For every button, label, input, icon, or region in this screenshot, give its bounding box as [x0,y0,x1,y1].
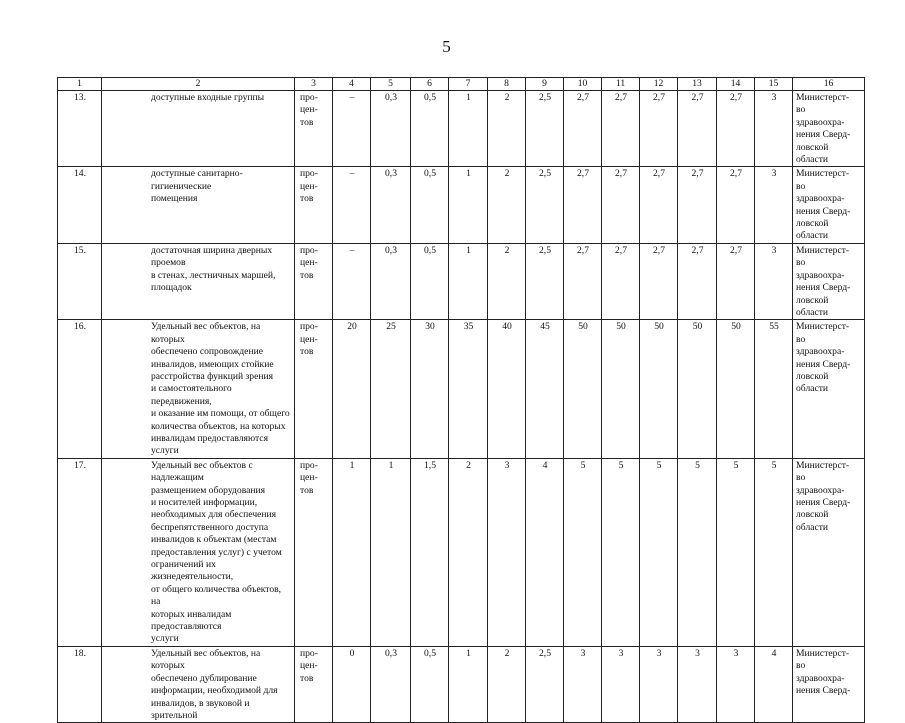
header-cell: 2 [102,78,295,91]
responsible-cell: Министерст- во здравоохра- нения Сверд- ловской области [793,320,865,458]
value-cell: 5 [678,458,717,646]
header-cell: 5 [371,78,411,91]
indicators-table [57,77,865,723]
indicator-name-cell: Удельный вес объектов, на которых обеспечено дублирование информации, необходимой для инвалидов, в звуковой и зрительной [102,646,295,722]
indicator-name-cell: Удельный вес объектов с надлежащим размещением оборудования и носителей информации, необходимых для обеспечения беспрепятственного доступа инвалидов к объектам (местам предоставления услуг) с учетом ограничений их жизнедеятельности, от общего количества объектов, на которых инвалидам предоставляются услуги [102,458,295,646]
value-cell: 5 [564,458,602,646]
value-cell: 50 [678,320,717,458]
value-cell: 2,7 [564,167,602,243]
row-number-cell: 16. [58,320,102,458]
value-cell: 2,7 [640,91,678,167]
value-cell: 5 [602,458,640,646]
row-number-cell: 18. [58,646,102,722]
unit-cell: про- цен- тов [295,646,333,722]
row-number-cell: 15. [58,243,102,319]
header-cell: 1 [58,78,102,91]
value-cell: 55 [755,320,793,458]
value-cell: 1 [371,458,411,646]
value-cell: 2,7 [678,167,717,243]
indicator-name-cell: доступные санитарно-гигиенические помещения [102,167,295,243]
indicator-name-cell: Удельный вес объектов, на которых обеспечено сопровождение инвалидов, имеющих стойкие расстройства функций зрения и самостоятельного передвижения, и оказание им помощи, от общего количества объектов, на которых инвалидам предоставляются услуги [102,320,295,458]
header-cell: 9 [526,78,564,91]
value-cell: 1 [449,243,488,319]
value-cell: 2,7 [564,91,602,167]
responsible-cell: Министерст- во здравоохра- нения Сверд- ловской области [793,167,865,243]
value-cell: 2,7 [602,243,640,319]
value-cell: 1 [333,458,371,646]
value-cell: 0,5 [411,91,449,167]
value-cell: 2 [488,243,526,319]
indicator-name-cell: доступные входные группы [102,91,295,167]
value-cell: 2,5 [526,167,564,243]
row-number-cell: 13. [58,91,102,167]
value-cell: 2,7 [640,243,678,319]
value-cell: 2,7 [602,167,640,243]
header-cell: 13 [678,78,717,91]
value-cell: 3 [755,243,793,319]
value-cell: 2,7 [640,167,678,243]
value-cell: 2,7 [564,243,602,319]
value-cell: 2,7 [602,91,640,167]
header-cell: 3 [295,78,333,91]
value-cell: 4 [755,646,793,722]
value-cell: 30 [411,320,449,458]
value-cell: 50 [640,320,678,458]
value-cell: 1 [449,167,488,243]
header-cell: 15 [755,78,793,91]
value-cell: 5 [717,458,755,646]
value-cell: 1,5 [411,458,449,646]
value-cell: 35 [449,320,488,458]
table-row [58,91,865,167]
row-number-cell: 17. [58,458,102,646]
value-cell: 2 [488,91,526,167]
page-number: 5 [442,37,451,56]
value-cell: 3 [602,646,640,722]
value-cell: 0,3 [371,646,411,722]
value-cell: – [333,167,371,243]
table-row [58,320,865,458]
value-cell: 2,7 [717,243,755,319]
header-cell: 8 [488,78,526,91]
value-cell: 2,5 [526,91,564,167]
indicator-name-cell: достаточная ширина дверных проемов в стенах, лестничных маршей, площадок [102,243,295,319]
value-cell: 3 [755,167,793,243]
value-cell: 1 [449,646,488,722]
value-cell: 2,7 [717,167,755,243]
value-cell: 2,5 [526,243,564,319]
unit-cell: про- цен- тов [295,91,333,167]
responsible-cell: Министерст- во здравоохра- нения Сверд- ловской области [793,458,865,646]
value-cell: 4 [526,458,564,646]
unit-cell: про- цен- тов [295,320,333,458]
header-row [58,78,865,91]
value-cell: 3 [564,646,602,722]
value-cell: 0,5 [411,646,449,722]
responsible-cell: Министерст- во здравоохра- нения Сверд- ловской области [793,243,865,319]
value-cell: 3 [717,646,755,722]
value-cell: 2 [449,458,488,646]
value-cell: – [333,243,371,319]
value-cell: 0,3 [371,243,411,319]
value-cell: 2,7 [717,91,755,167]
value-cell: 3 [640,646,678,722]
responsible-cell: Министерст- во здравоохра- нения Сверд- ловской области [793,91,865,167]
header-cell: 16 [793,78,865,91]
table-row [58,646,865,722]
value-cell: – [333,91,371,167]
value-cell: 5 [640,458,678,646]
value-cell: 5 [755,458,793,646]
responsible-cell: Министерст- во здравоохра- нения Сверд- [793,646,865,722]
value-cell: 25 [371,320,411,458]
value-cell: 20 [333,320,371,458]
value-cell: 45 [526,320,564,458]
unit-cell: про- цен- тов [295,243,333,319]
value-cell: 3 [488,458,526,646]
header-cell: 7 [449,78,488,91]
value-cell: 2,5 [526,646,564,722]
value-cell: 0,3 [371,91,411,167]
value-cell: 2,7 [678,243,717,319]
value-cell: 0,5 [411,167,449,243]
value-cell: 2 [488,646,526,722]
value-cell: 1 [449,91,488,167]
header-cell: 6 [411,78,449,91]
value-cell: 0,3 [371,167,411,243]
table-row [58,243,865,319]
value-cell: 2,7 [678,91,717,167]
table-row [58,167,865,243]
table-row [58,458,865,646]
unit-cell: про- цен- тов [295,458,333,646]
header-cell: 14 [717,78,755,91]
value-cell: 50 [564,320,602,458]
header-cell: 11 [602,78,640,91]
row-number-cell: 14. [58,167,102,243]
value-cell: 3 [755,91,793,167]
header-cell: 10 [564,78,602,91]
value-cell: 50 [717,320,755,458]
unit-cell: про- цен- тов [295,167,333,243]
value-cell: 0 [333,646,371,722]
value-cell: 0,5 [411,243,449,319]
value-cell: 50 [602,320,640,458]
header-cell: 12 [640,78,678,91]
value-cell: 3 [678,646,717,722]
value-cell: 40 [488,320,526,458]
value-cell: 2 [488,167,526,243]
header-cell: 4 [333,78,371,91]
